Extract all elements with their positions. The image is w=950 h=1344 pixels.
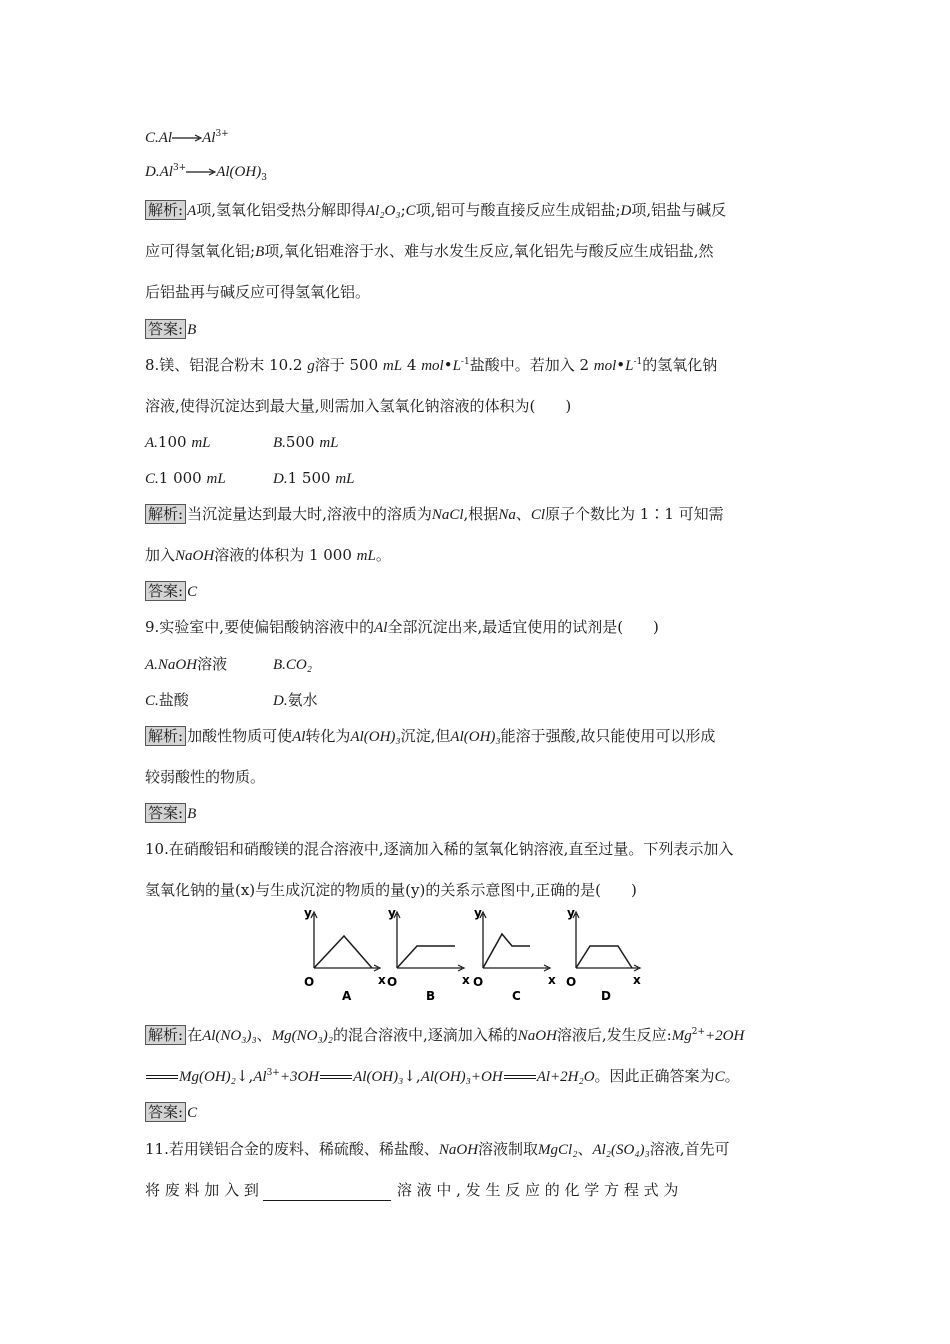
q7-analysis-line-1: 解析: A项,氢氧化铝受热分解即得Al₂O₃;C项,铝可与酸直接反应生成铝盐;D项,铝盐与碱反 xyxy=(145,199,726,222)
fill-in-blank[interactable] xyxy=(263,1184,391,1201)
analysis-tag: 解析: xyxy=(145,1025,186,1045)
q7-analysis-line-3: 后铝盐再与碱反应可得氢氧化铝。 xyxy=(145,283,371,301)
graph-c-y-label: y xyxy=(474,908,482,920)
q8-options-cd: C.1 000 mL D.1 500 mL xyxy=(145,469,355,487)
graph-c-x-label: x xyxy=(548,973,556,987)
q7-answer: 答案: B xyxy=(145,318,196,341)
q10-analysis-line-2: $Mg(OH)_2↓,Al^{3+}+3OH$ Al(OH)₃↓,Al(OH)₃+OH Al+2H₂O。因此正确答案为C。 xyxy=(145,1065,740,1088)
q8-options-ab: A.100 mL B.500 mL xyxy=(145,433,339,451)
graph-b-origin: O xyxy=(387,975,398,989)
analysis-tag: 解析: xyxy=(145,200,186,220)
graph-a xyxy=(304,908,386,1003)
graph-d-y-label: y xyxy=(567,908,575,920)
equals-sign-icon xyxy=(146,1075,178,1079)
q10-answer: 答案: C xyxy=(145,1101,197,1124)
q9-stem-line-1: 9.实验室中,要使偏铝酸钠溶液中的Al全部沉淀出来,最适宜使用的试剂是( ) xyxy=(145,618,659,636)
graph-d xyxy=(566,908,641,1003)
graph-a-x-label: x xyxy=(378,973,386,987)
q10-analysis-line-1: 解析: 在Al(NO₃)₃、Mg(NO₃)₂的混合溶液中,逐滴加入稀的NaOH溶液后,发生反应$:Mg^{2+}+2OH$ xyxy=(145,1024,744,1047)
equals-sign-icon xyxy=(320,1075,352,1079)
q10-stem-line-1: 10.在硝酸铝和硝酸镁的混合溶液中,逐滴加入稀的氢氧化钠溶液,直至过量。下列表示加入 xyxy=(145,840,734,858)
q9-analysis-line-1: 解析: 加酸性物质可使Al转化为Al(OH)₃沉淀,但Al(OH)₃能溶于强酸,故只能使用可以形成 xyxy=(145,725,715,748)
q9-answer: 答案: B xyxy=(145,802,196,825)
q7-option-d: $D.Al^{3+}$ $Al(OH)_3$ xyxy=(145,163,267,183)
q8-answer: 答案: C xyxy=(145,580,197,603)
q11-stem-line-1: 11.若用镁铝合金的废料、稀硫酸、稀盐酸、NaOH溶液制取MgCl₂、Al₂(SO₄)₃溶液,首先可 xyxy=(145,1140,730,1158)
q8-analysis-line-2: 加入NaOH溶液的体积为 1 000 mL。 xyxy=(145,546,391,564)
graph-c xyxy=(473,908,556,1003)
graph-b-letter: B xyxy=(426,989,436,1003)
reaction-arrow-icon xyxy=(186,167,216,177)
graph-a-y-label: y xyxy=(304,908,312,920)
q9-analysis-line-2: 较弱酸性的物质。 xyxy=(145,768,266,786)
answer-tag: 答案: xyxy=(145,1102,186,1122)
graph-c-origin: O xyxy=(473,975,484,989)
graph-d-origin: O xyxy=(566,975,577,989)
q10-stem-line-2: 氢氧化钠的量(x)与生成沉淀的物质的量(y)的关系示意图中,正确的是( ) xyxy=(145,881,637,899)
answer-tag: 答案: xyxy=(145,803,186,823)
equals-sign-icon xyxy=(504,1075,536,1079)
graph-d-letter: D xyxy=(601,989,611,1003)
q8-stem-line-1: 8.镁、铝混合粉末 10.2 g溶于 500 mL 4 $mol•L^{-1}$盐酸中。若加入 2 $mol•L^{-1}$的氢氧化钠 xyxy=(145,356,718,374)
graph-b-y-label: y xyxy=(388,908,396,920)
q8-analysis-line-1: 解析: 当沉淀量达到最大时,溶液中的溶质为NaCl,根据Na、Cl原子个数比为 1∶1 可知需 xyxy=(145,503,724,526)
graph-b xyxy=(387,908,470,1003)
answer-tag: 答案: xyxy=(145,319,186,339)
graph-c-letter: C xyxy=(512,989,521,1003)
graph-b-x-label: x xyxy=(462,973,470,987)
analysis-tag: 解析: xyxy=(145,504,186,524)
q7-option-c: C.Al $Al^{3+}$ xyxy=(145,129,229,146)
reaction-arrow-icon xyxy=(172,133,202,143)
q7-analysis-line-2: 应可得氢氧化铝;B项,氧化铝难溶于水、难与水发生反应,氧化铝先与酸反应生成铝盐,然 xyxy=(145,242,714,260)
q9-options-cd: C.盐酸 D.氨水 xyxy=(145,691,318,709)
q9-options-ab: A.NaOH溶液 B.CO₂ xyxy=(145,655,312,673)
graph-a-letter: A xyxy=(342,989,352,1003)
analysis-tag: 解析: xyxy=(145,726,186,746)
graph-d-x-label: x xyxy=(633,973,641,987)
q11-stem-line-2: 将 废 料 加 入 到 溶 液 中 , 发 生 反 应 的 化 学 方 程 式 为 xyxy=(145,1181,679,1199)
graph-a-origin: O xyxy=(304,975,315,989)
q8-stem-line-2: 溶液,使得沉淀达到最大量,则需加入氢氧化钠溶液的体积为( ) xyxy=(145,397,572,415)
q10-option-graphs xyxy=(292,908,652,1008)
answer-tag: 答案: xyxy=(145,581,186,601)
